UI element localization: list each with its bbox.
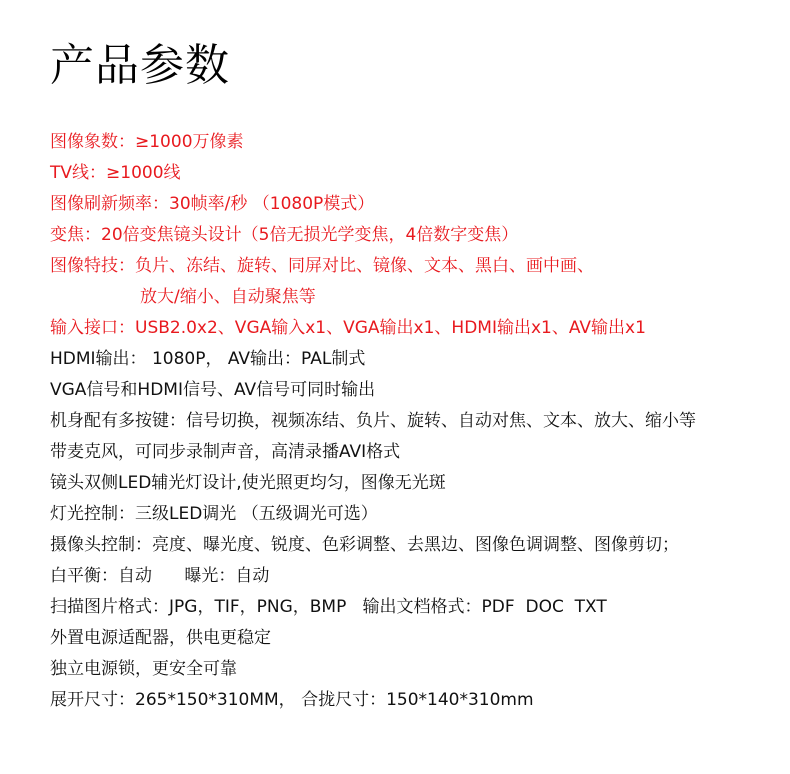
spec-line: 独立电源锁，更安全可靠 [50, 659, 237, 679]
spec-line: 扫描图片格式：JPG，TIF，PNG，BMP 输出文档格式：PDF DOC TXT [50, 597, 607, 617]
spec-line: 带麦克风，可同步录制声音，高清录播AVI格式 [50, 442, 401, 462]
spec-line: 外置电源适配器，供电更稳定 [50, 628, 271, 648]
spec-line: 展开尺寸：265*150*310MM， 合拢尺寸：150*140*310mm [50, 690, 534, 710]
spec-line: 摄像头控制：亮度、曝光度、锐度、色彩调整、去黑边、图像色调调整、图像剪切； [50, 535, 679, 555]
spec-line: 灯光控制：三级LED调光 （五级调光可选） [50, 504, 378, 524]
page-title: 产品参数 [50, 40, 230, 91]
spec-line: 图像象数：≥1000万像素 [50, 132, 244, 152]
spec-line: 镜头双侧LED辅光灯设计,使光照更均匀，图像无光斑 [50, 473, 446, 493]
spec-list [50, 127, 780, 716]
spec-line: 图像刷新频率：30帧率/秒 （1080P模式） [50, 194, 375, 214]
spec-line: TV线：≥1000线 [50, 163, 181, 183]
spec-line: 变焦：20倍变焦镜头设计（5倍无损光学变焦，4倍数字变焦） [50, 225, 519, 245]
spec-line: 输入接口：USB2.0x2、VGA输入x1、VGA输出x1、HDMI输出x1、AV输出x1 [50, 318, 646, 338]
spec-line: VGA信号和HDMI信号、AV信号可同时输出 [50, 380, 376, 400]
spec-line-continuation: 放大/缩小、自动聚焦等 [140, 287, 316, 307]
spec-line: 图像特技：负片、冻结、旋转、同屏对比、镜像、文本、黑白、画中画、 [50, 256, 594, 276]
spec-line: 机身配有多按键：信号切换，视频冻结、负片、旋转、自动对焦、文本、放大、缩小等 [50, 411, 696, 431]
spec-line: 白平衡：自动 曝光：自动 [50, 566, 270, 586]
spec-line: HDMI输出： 1080P， AV输出：PAL制式 [50, 349, 366, 369]
